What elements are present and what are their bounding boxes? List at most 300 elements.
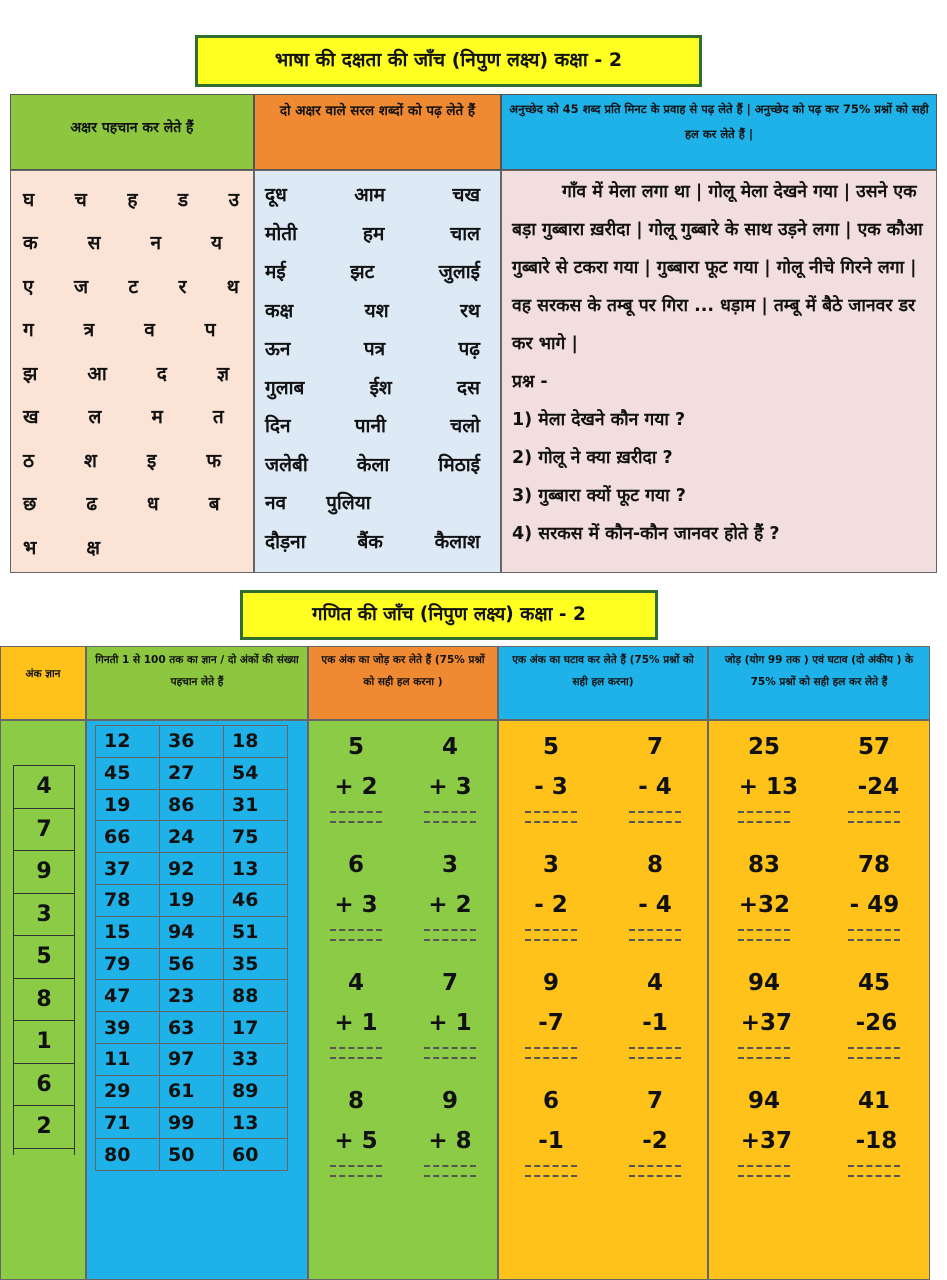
- addition-problem: [309, 963, 497, 1063]
- number-row: [96, 884, 288, 916]
- two-digit-term: - 49: [849, 892, 900, 918]
- word-row: [265, 329, 480, 368]
- two-digit-term: +37: [740, 1010, 793, 1036]
- addition-term: 8: [347, 1088, 364, 1114]
- addition-term: + 2: [334, 774, 378, 800]
- dash-mark: [424, 821, 476, 823]
- subtraction-problem: [499, 845, 707, 945]
- word: दूध: [265, 184, 287, 207]
- paragraph-panel: [501, 170, 937, 573]
- letter-row: [23, 482, 239, 526]
- number-cell: 88: [224, 980, 288, 1012]
- dash-mark: [330, 1047, 382, 1049]
- subtraction-term: 5: [542, 734, 559, 760]
- word: मोती: [265, 222, 298, 245]
- number-cell: 79: [96, 948, 160, 980]
- addition-term: 4: [347, 970, 364, 996]
- number-cell: 94: [160, 916, 224, 948]
- counting-header: गिनती 1 से 100 तक का ज्ञान / दो अंकों की संख्या पहचान लेते हैं: [86, 646, 308, 720]
- letter: ल: [88, 406, 102, 429]
- subtraction-line: [499, 1081, 707, 1121]
- letter: ढ: [86, 493, 98, 516]
- answer-line: [709, 935, 929, 945]
- answer-line: [499, 935, 707, 945]
- letter: द: [156, 362, 167, 385]
- two-digit-term: 41: [857, 1088, 890, 1114]
- answer-line: [499, 817, 707, 827]
- dash-mark: [848, 1165, 900, 1167]
- numbers-table: [95, 725, 288, 1171]
- word-row: [265, 483, 480, 522]
- word: जुलाई: [438, 261, 480, 284]
- word-row: [265, 252, 480, 291]
- two-digit-term: +32: [738, 892, 791, 918]
- dash-mark: [525, 811, 577, 813]
- subtraction-term: 3: [542, 852, 559, 878]
- subtraction-term: 8: [646, 852, 663, 878]
- addition-term: + 5: [334, 1128, 378, 1154]
- letter: ए: [23, 275, 34, 298]
- subtraction-term: - 2: [534, 892, 568, 918]
- math-title: गणित की जाँच (निपुण लक्ष्य) कक्षा - 2: [240, 590, 658, 640]
- letter: छ: [23, 493, 37, 516]
- number-cell: 11: [96, 1043, 160, 1075]
- addition-problems: [309, 727, 497, 1181]
- letter: आ: [87, 362, 107, 385]
- dash-mark: [424, 1047, 476, 1049]
- number-cell: 45: [96, 757, 160, 789]
- number-cell: 92: [160, 853, 224, 885]
- word: मई: [265, 261, 286, 284]
- subtraction-term: 9: [542, 970, 559, 996]
- number-row: [96, 948, 288, 980]
- words-list: [265, 175, 480, 560]
- number-cell: 50: [160, 1139, 224, 1171]
- addition-line: [309, 885, 497, 925]
- dash-mark: [525, 1057, 577, 1059]
- letter: ह: [127, 188, 138, 211]
- addition-line: [309, 1003, 497, 1043]
- question: 4) सरकस में कौन-कौन जानवर होते हैं ?: [512, 524, 780, 544]
- subtraction-line: [499, 885, 707, 925]
- answer-line: [499, 1171, 707, 1181]
- number-cell: 97: [160, 1043, 224, 1075]
- word: कक्ष: [265, 299, 294, 322]
- subtraction-term: -2: [642, 1128, 668, 1154]
- subtraction-problems: [499, 727, 707, 1181]
- number-cell: 12: [96, 726, 160, 758]
- word: पढ़: [458, 338, 480, 361]
- number-row: [96, 1012, 288, 1044]
- letter: ट: [128, 275, 139, 298]
- answer-line: [309, 1171, 497, 1181]
- subtraction-term: 7: [646, 1088, 663, 1114]
- number-cell: 24: [160, 821, 224, 853]
- number-row: [96, 821, 288, 853]
- answer-line: [709, 1161, 929, 1171]
- number-cell: 13: [224, 853, 288, 885]
- two-digit-line: [709, 1121, 929, 1161]
- dash-mark: [330, 929, 382, 931]
- letter: म: [151, 406, 163, 429]
- dash-mark: [848, 929, 900, 931]
- subtraction-term: -1: [538, 1128, 564, 1154]
- subtraction-term: 6: [542, 1088, 559, 1114]
- letters-list: [23, 177, 239, 569]
- addition-term: 5: [347, 734, 364, 760]
- number-cell: 71: [96, 1107, 160, 1139]
- letter: प: [204, 319, 216, 342]
- letter: च: [74, 188, 87, 211]
- dash-mark: [629, 1047, 681, 1049]
- addition-term: 9: [441, 1088, 458, 1114]
- subtraction-term: -1: [642, 1010, 668, 1036]
- word-row: [265, 522, 480, 561]
- question: 3) गुब्बारा क्यों फूट गया ?: [512, 486, 686, 506]
- two-digit-problem: [709, 727, 929, 827]
- addition-term: 7: [441, 970, 458, 996]
- language-title: भाषा की दक्षता की जाँच (निपुण लक्ष्य) कक्षा - 2: [195, 35, 702, 87]
- letter: ध: [147, 493, 159, 516]
- number-row: [96, 916, 288, 948]
- word: नव: [265, 492, 287, 515]
- subtraction-problem: [499, 1081, 707, 1181]
- letter: ग: [23, 319, 34, 342]
- letter: ब: [208, 493, 220, 516]
- word: ईश: [369, 376, 392, 399]
- addition-line: [309, 845, 497, 885]
- digit: 3: [14, 894, 74, 937]
- questions-list: [502, 401, 936, 553]
- letter: य: [211, 232, 223, 255]
- letter: घ: [23, 188, 35, 211]
- subtraction-line: [499, 767, 707, 807]
- subtraction-term: 7: [646, 734, 663, 760]
- two-digit-line: [709, 885, 929, 925]
- number-cell: 18: [224, 726, 288, 758]
- answer-line: [309, 817, 497, 827]
- word: रथ: [460, 299, 480, 322]
- addition-line: [309, 963, 497, 1003]
- number-cell: 39: [96, 1012, 160, 1044]
- digit: 9: [14, 851, 74, 894]
- answer-line: [499, 1161, 707, 1171]
- two-digit-line: [709, 963, 929, 1003]
- addition-panel: [308, 720, 498, 1280]
- dash-mark: [525, 939, 577, 941]
- number-cell: 35: [224, 948, 288, 980]
- word: बैंक: [357, 530, 383, 553]
- addition-line: [309, 727, 497, 767]
- number-row: [96, 1107, 288, 1139]
- word: पत्र: [363, 338, 386, 361]
- letter: झ: [23, 362, 38, 385]
- number-cell: 36: [160, 726, 224, 758]
- number-row: [96, 789, 288, 821]
- subtraction-term: 4: [646, 970, 663, 996]
- word-row: [265, 368, 480, 407]
- number-cell: 33: [224, 1043, 288, 1075]
- number-cell: 15: [96, 916, 160, 948]
- number-cell: 31: [224, 789, 288, 821]
- two-digit-line: [709, 727, 929, 767]
- number-row: [96, 980, 288, 1012]
- question: 1) मेला देखने कौन गया ?: [512, 410, 686, 430]
- word: दस: [457, 376, 480, 399]
- addition-problem: [309, 845, 497, 945]
- number-cell: 99: [160, 1107, 224, 1139]
- two-digit-term: + 13: [738, 774, 799, 800]
- two-digit-problem: [709, 845, 929, 945]
- letter: त: [212, 406, 224, 429]
- letter-row: [23, 395, 239, 439]
- number-cell: 46: [224, 884, 288, 916]
- word-row: [265, 445, 480, 484]
- dash-mark: [525, 1175, 577, 1177]
- addition-term: 4: [441, 734, 458, 760]
- dash-mark: [629, 929, 681, 931]
- subtraction-panel: [498, 720, 708, 1280]
- two-digit-line: [709, 845, 929, 885]
- number-cell: 13: [224, 1107, 288, 1139]
- addition-line: [309, 767, 497, 807]
- number-cell: 27: [160, 757, 224, 789]
- dash-mark: [330, 1165, 382, 1167]
- letter-row: [23, 438, 239, 482]
- answer-line: [709, 807, 929, 817]
- two-digit-term: +37: [740, 1128, 793, 1154]
- addition-term: + 2: [428, 892, 472, 918]
- dash-mark: [848, 939, 900, 941]
- answer-line: [309, 807, 497, 817]
- number-row: [96, 853, 288, 885]
- two-digit-panel: [708, 720, 930, 1280]
- addition-term: 6: [347, 852, 364, 878]
- dash-mark: [629, 821, 681, 823]
- dash-mark: [848, 821, 900, 823]
- word: जलेबी: [265, 453, 308, 476]
- dash-mark: [525, 1047, 577, 1049]
- number-cell: 54: [224, 757, 288, 789]
- answer-line: [709, 817, 929, 827]
- subtraction-problem: [499, 963, 707, 1063]
- questions-label: प्रश्न -: [512, 372, 548, 392]
- two-digit-term: 45: [857, 970, 890, 996]
- counting-panel: [86, 720, 308, 1280]
- addition-term: 3: [441, 852, 458, 878]
- word-row: [265, 175, 480, 214]
- letter: ज: [73, 275, 89, 298]
- dash-mark: [738, 1165, 790, 1167]
- letter: क्ष: [86, 536, 100, 559]
- two-digit-term: 94: [747, 970, 780, 996]
- two-digit-problem: [709, 1081, 929, 1181]
- two-digit-line: [709, 1003, 929, 1043]
- question: 2) गोलू ने क्या ख़रीदा ?: [512, 448, 673, 468]
- two-digit-problems: [709, 727, 929, 1181]
- answer-line: [709, 925, 929, 935]
- letter: ख: [23, 406, 39, 429]
- number-cell: 17: [224, 1012, 288, 1044]
- number-cell: 66: [96, 821, 160, 853]
- letter: ड: [177, 188, 189, 211]
- number-cell: 63: [160, 1012, 224, 1044]
- word: पानी: [354, 415, 386, 438]
- answer-line: [499, 1043, 707, 1053]
- letter-row: [23, 351, 239, 395]
- answer-line: [499, 925, 707, 935]
- two-digit-term: -26: [855, 1010, 898, 1036]
- dash-mark: [330, 939, 382, 941]
- number-cell: 89: [224, 1075, 288, 1107]
- answer-line: [499, 1053, 707, 1063]
- digit-panel: [0, 720, 86, 1280]
- subtraction-line: [499, 727, 707, 767]
- two-digit-term: 57: [857, 734, 890, 760]
- dash-mark: [330, 821, 382, 823]
- number-cell: 75: [224, 821, 288, 853]
- two-digit-term: 94: [747, 1088, 780, 1114]
- addition-term: + 1: [334, 1010, 378, 1036]
- letter: श: [84, 449, 97, 472]
- number-cell: 61: [160, 1075, 224, 1107]
- number-cell: 86: [160, 789, 224, 821]
- dash-mark: [424, 1175, 476, 1177]
- addition-problem: [309, 1081, 497, 1181]
- number-cell: 51: [224, 916, 288, 948]
- two-digit-term: 83: [747, 852, 780, 878]
- dash-mark: [629, 1057, 681, 1059]
- letter: न: [150, 232, 161, 255]
- word: दौड़ना: [265, 530, 306, 553]
- subtraction-problem: [499, 727, 707, 827]
- number-cell: 29: [96, 1075, 160, 1107]
- word-row: [265, 214, 480, 253]
- number-cell: 60: [224, 1139, 288, 1171]
- two-digit-term: -24: [857, 774, 900, 800]
- letter-row: [23, 308, 239, 352]
- word: पुलिया: [326, 492, 371, 515]
- dash-mark: [848, 1057, 900, 1059]
- answer-line: [309, 925, 497, 935]
- two-digit-problem: [709, 963, 929, 1063]
- word: ऊन: [265, 338, 291, 361]
- number-cell: 23: [160, 980, 224, 1012]
- letter: थ: [226, 275, 239, 298]
- two-digit-term: 78: [857, 852, 890, 878]
- word: झट: [350, 261, 375, 284]
- letter: इ: [146, 449, 157, 472]
- digit: 2: [14, 1106, 74, 1149]
- dash-mark: [525, 821, 577, 823]
- answer-line: [309, 1053, 497, 1063]
- answer-line: [709, 1043, 929, 1053]
- dash-mark: [424, 939, 476, 941]
- two-digit-term: -18: [855, 1128, 898, 1154]
- letter-row: [23, 525, 239, 569]
- dash-mark: [848, 1047, 900, 1049]
- addition-line: [309, 1121, 497, 1161]
- subtraction-line: [499, 845, 707, 885]
- word-row: [265, 406, 480, 445]
- number-cell: 19: [96, 789, 160, 821]
- number-cell: 80: [96, 1139, 160, 1171]
- word: चाल: [450, 222, 480, 245]
- letter-row: [23, 264, 239, 308]
- number-cell: 47: [96, 980, 160, 1012]
- word-row: [265, 291, 480, 330]
- addition-term: + 3: [428, 774, 472, 800]
- dash-mark: [738, 1057, 790, 1059]
- word: आम: [354, 184, 385, 207]
- words-header: दो अक्षर वाले सरल शब्दों को पढ़ लेते हैं: [254, 94, 501, 170]
- dash-mark: [330, 1175, 382, 1177]
- digit: 5: [14, 936, 74, 979]
- letter-row: [23, 221, 239, 265]
- digit: 8: [14, 979, 74, 1022]
- word: गुलाब: [265, 376, 305, 399]
- number-cell: 19: [160, 884, 224, 916]
- dash-mark: [525, 929, 577, 931]
- paragraph-header: अनुच्छेद को 45 शब्द प्रति मिनट के प्रवाह से पढ़ लेते हैं | अनुच्छेद को पढ़ कर 75% प्रश्नों को सही हल कर लेते हैं |: [501, 94, 937, 170]
- word: हम: [362, 222, 385, 245]
- letters-header: अक्षर पहचान कर लेते हैं: [10, 94, 254, 170]
- digit: 7: [14, 809, 74, 852]
- words-panel: [254, 170, 501, 573]
- dash-mark: [629, 1175, 681, 1177]
- letter: ठ: [23, 449, 35, 472]
- number-cell: 37: [96, 853, 160, 885]
- dash-mark: [738, 811, 790, 813]
- number-row: [96, 1139, 288, 1171]
- letter: र: [178, 275, 187, 298]
- addition-term: + 8: [428, 1128, 472, 1154]
- letter: व: [144, 319, 155, 342]
- addition-term: + 3: [334, 892, 378, 918]
- answer-line: [309, 935, 497, 945]
- word: कैलाश: [434, 530, 480, 553]
- dash-mark: [738, 1175, 790, 1177]
- number-row: [96, 1075, 288, 1107]
- subtraction-line: [499, 1121, 707, 1161]
- dash-mark: [629, 1165, 681, 1167]
- dash-mark: [629, 811, 681, 813]
- dash-mark: [738, 929, 790, 931]
- dash-mark: [848, 811, 900, 813]
- dash-mark: [525, 1165, 577, 1167]
- dash-mark: [330, 1057, 382, 1059]
- two-digit-line: [709, 1081, 929, 1121]
- addition-line: [309, 1081, 497, 1121]
- word: चलो: [450, 415, 480, 438]
- dash-mark: [424, 811, 476, 813]
- subtraction-term: - 4: [638, 892, 672, 918]
- answer-line: [309, 1043, 497, 1053]
- letter: फ: [206, 449, 221, 472]
- subtraction-line: [499, 963, 707, 1003]
- letter: ज्ञ: [216, 362, 230, 385]
- number-row: [96, 726, 288, 758]
- dash-mark: [738, 821, 790, 823]
- dash-mark: [424, 1057, 476, 1059]
- number-cell: 56: [160, 948, 224, 980]
- word: मिठाई: [438, 453, 480, 476]
- addition-header: एक अंक का जोड़ कर लेते हैं (75% प्रश्नों को सही हल करना ): [308, 646, 498, 720]
- digit: 4: [14, 766, 74, 809]
- letter-row: [23, 177, 239, 221]
- word: केला: [356, 453, 390, 476]
- dash-mark: [738, 1047, 790, 1049]
